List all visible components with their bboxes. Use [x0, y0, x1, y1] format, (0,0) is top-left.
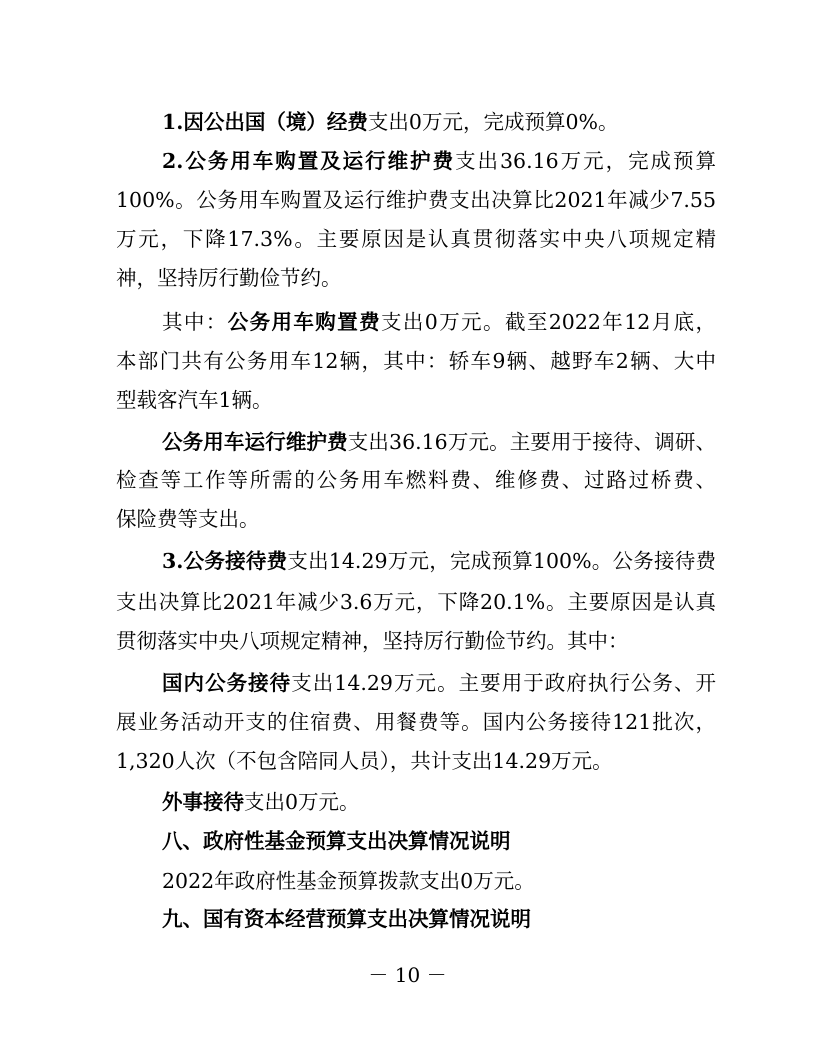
paragraph-domestic-reception-line2: 展业务活动开支的住宿费、用餐费等。国内公务接待121批次，	[116, 710, 716, 734]
paragraph-foreign-reception: 外事接待支出0万元。	[162, 790, 360, 814]
paragraph-domestic-reception-line3: 1,320人次（不包含陪同人员），共计支出14.29万元。	[116, 749, 613, 773]
paragraph-vehicle-purchase-line1: 其中：公务用车购置费支出0万元。截至2022年12月底，	[162, 310, 716, 334]
paragraph-vehicle-line1: 2.公务用车购置及运行维护费支出36.16万元，完成预算	[162, 149, 717, 173]
paragraph-vehicle-purchase-line3: 型载客汽车1辆。	[116, 388, 273, 412]
page-number: － 10 －	[368, 963, 447, 987]
paragraph-outbound-travel: 1.因公出国（境）经费支出0万元，完成预算0%。	[162, 110, 619, 134]
paragraph-vehicle-maintenance-line1: 公务用车运行维护费支出36.16万元。主要用于接待、调研、	[162, 430, 717, 454]
paragraph-vehicle-purchase-line2: 本部门共有公务用车12辆，其中：轿车9辆、越野车2辆、大中	[116, 349, 716, 373]
paragraph-vehicle-maintenance-line3: 保险费等支出。	[116, 507, 260, 531]
paragraph-domestic-reception-line1: 国内公务接待支出14.29万元。主要用于政府执行公务、开	[162, 671, 717, 695]
paragraph-vehicle-line2: 100%。公务用车购置及运行维护费支出决算比2021年减少7.55	[116, 188, 716, 212]
paragraph-vehicle-maintenance-line2: 检查等工作等所需的公务用车燃料费、维修费、过路过桥费、	[116, 468, 716, 492]
paragraph-vehicle-line3: 万元，下降17.3%。主要原因是认真贯彻落实中央八项规定精	[116, 227, 716, 251]
paragraph-reception-line2: 支出决算比2021年减少3.6万元，下降20.1%。主要原因是认真	[116, 590, 716, 614]
section-8-text: 2022年政府性基金预算拨款支出0万元。	[162, 869, 535, 893]
section-9-heading: 九、国有资本经营预算支出决算情况说明	[162, 907, 531, 931]
paragraph-reception-line1: 3.公务接待费支出14.29万元，完成预算100%。公务接待费	[162, 549, 717, 573]
section-8-heading: 八、政府性基金预算支出决算情况说明	[162, 829, 511, 853]
paragraph-reception-line3: 贯彻落实中央八项规定精神，坚持厉行勤俭节约。其中：	[116, 629, 629, 653]
paragraph-vehicle-line4: 神，坚持厉行勤俭节约。	[116, 266, 342, 290]
